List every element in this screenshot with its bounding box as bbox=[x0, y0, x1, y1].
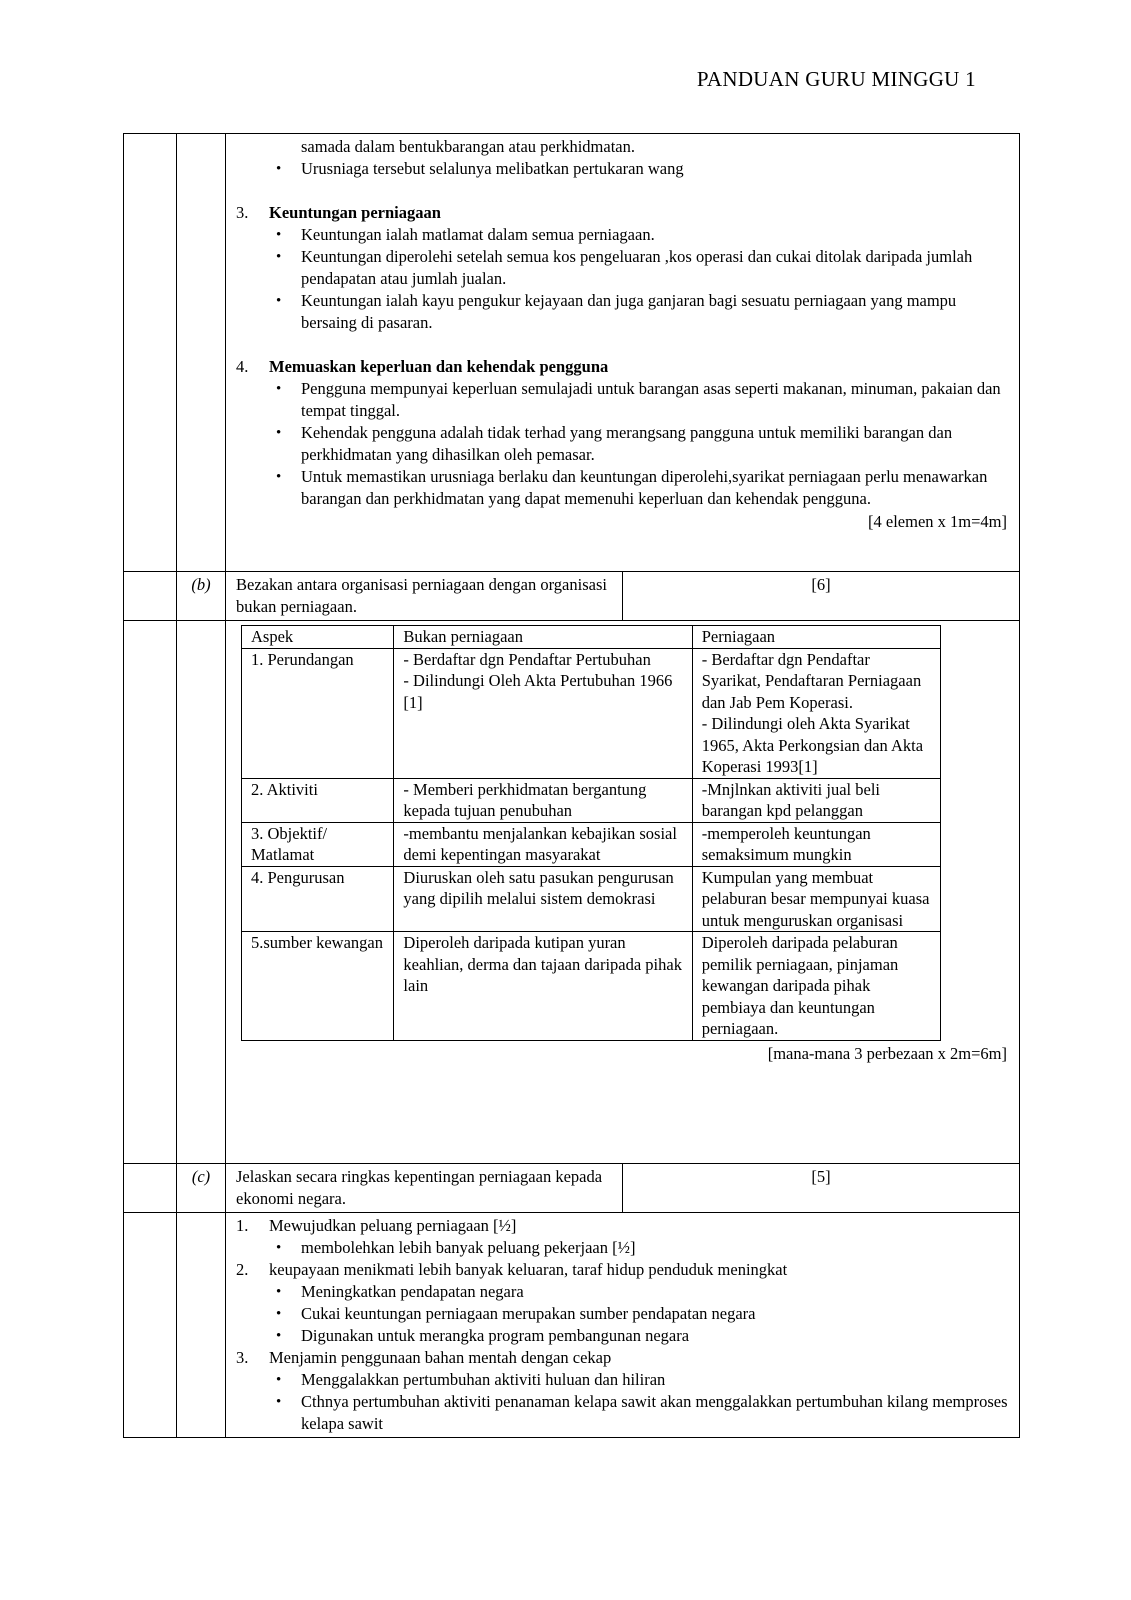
point-number: 3. bbox=[236, 1348, 249, 1367]
list-item: • Cthnya pertumbuhan aktiviti penanaman kelapa sawit akan menggalakkan pertumbuhan kilang memproses kelapa sawit bbox=[236, 1391, 1009, 1435]
intro-bullets bbox=[236, 158, 1009, 180]
table-row bbox=[242, 778, 941, 822]
point-number: 2. bbox=[236, 1260, 249, 1279]
table-cell: 3. Objektif/ Matlamat bbox=[242, 822, 394, 866]
marks-allocation: [4 elemen x 1m=4m] bbox=[868, 512, 1007, 531]
point-title: Keuntungan perniagaan bbox=[269, 203, 441, 222]
table-row bbox=[242, 866, 941, 932]
page-header: PANDUAN GURU MINGGU 1 bbox=[696, 67, 976, 91]
table-row bbox=[242, 648, 941, 778]
point-3 bbox=[236, 1347, 1009, 1369]
answer-b-row bbox=[124, 621, 1020, 1164]
question-text: Jelaskan secara ringkas kepentingan perniagaan kepada ekonomi negara. bbox=[236, 1167, 603, 1208]
table-cell: 1. Perundangan bbox=[242, 648, 394, 778]
list-item: • Meningkatkan pendapatan negara bbox=[236, 1281, 1009, 1303]
point-title: Mewujudkan peluang perniagaan [½] bbox=[269, 1216, 517, 1235]
table-cell: Diperoleh daripada kutipan yuran keahlian, derma dan tajaan daripada pihak lain bbox=[394, 932, 692, 1041]
table-cell: - Berdaftar dgn Pendaftar Syarikat, Pendaftaran Perniagaan dan Jab Pem Koperasi. - Dilindungi oleh Akta Syarikat 1965, Akta Perkongsian dan Akta Koperasi 1993[1] bbox=[692, 648, 940, 778]
column-header: Bukan perniagaan bbox=[394, 626, 692, 649]
question-marks: [6] bbox=[811, 575, 831, 594]
intro-line: samada dalam bentukbarangan atau perkhidmatan. bbox=[301, 137, 635, 156]
table-cell: Diuruskan oleh satu pasukan pengurusan yang dipilih melalui sistem demokrasi bbox=[394, 866, 692, 932]
table-cell: 4. Pengurusan bbox=[242, 866, 394, 932]
question-label: (b) bbox=[191, 575, 211, 594]
list-item: • membolehkan lebih banyak peluang pekerjaan [½] bbox=[236, 1237, 1009, 1259]
point-1 bbox=[236, 1215, 1009, 1237]
point-2 bbox=[236, 1259, 1009, 1281]
point-number: 4. bbox=[236, 357, 249, 376]
section-a-content bbox=[226, 134, 1020, 572]
list-item: • Keuntungan diperolehi setelah semua kos pengeluaran ,kos operasi dan cukai ditolak daripada jumlah pendapatan atau jumlah jualan. bbox=[236, 246, 1009, 290]
list-item: • Digunakan untuk merangka program pembangunan negara bbox=[236, 1325, 1009, 1347]
list-item: • Urusniaga tersebut selalunya melibatkan pertukaran wang bbox=[236, 158, 1009, 180]
answer-scheme-table bbox=[123, 133, 1020, 1438]
list-item: • Cukai keuntungan perniagaan merupakan sumber pendapatan negara bbox=[236, 1303, 1009, 1325]
point-title: keupayaan menikmati lebih banyak keluaran, taraf hidup penduduk meningkat bbox=[269, 1260, 788, 1279]
list-item: • Pengguna mempunyai keperluan semulajadi untuk barangan asas seperti makanan, minuman, pakaian dan tempat tinggal. bbox=[236, 378, 1009, 422]
column-header: Perniagaan bbox=[692, 626, 940, 649]
table-row bbox=[242, 822, 941, 866]
table-cell: - Berdaftar dgn Pendaftar Pertubuhan - Dilindungi Oleh Akta Pertubuhan 1966 [1] bbox=[394, 648, 692, 778]
table-cell: Kumpulan yang membuat pelaburan besar mempunyai kuasa untuk menguruskan organisasi bbox=[692, 866, 940, 932]
comparison-table bbox=[241, 625, 941, 1041]
table-cell: -Mnjlnkan aktiviti jual beli barangan kpd pelanggan bbox=[692, 778, 940, 822]
table-cell: -memperoleh keuntungan semaksimum mungkin bbox=[692, 822, 940, 866]
section-a-points bbox=[236, 202, 1009, 224]
point-title: Menjamin penggunaan bahan mentah dengan cekap bbox=[269, 1348, 612, 1367]
point-4 bbox=[236, 356, 1009, 378]
list-item: • Kehendak pengguna adalah tidak terhad yang merangsang pangguna untuk memiliki barangan dan perkhidmatan yang dihasilkan oleh pemasar. bbox=[236, 422, 1009, 466]
column-header: Aspek bbox=[242, 626, 394, 649]
question-marks: [5] bbox=[811, 1167, 831, 1186]
list-item: • Keuntungan ialah matlamat dalam semua perniagaan. bbox=[236, 224, 1009, 246]
list-item: • Menggalakkan pertumbuhan aktiviti huluan dan hiliran bbox=[236, 1369, 1009, 1391]
table-cell: 2. Aktiviti bbox=[242, 778, 394, 822]
answer-b-content bbox=[226, 621, 1020, 1164]
table-cell: Diperoleh daripada pelaburan pemilik perniagaan, pinjaman kewangan daripada pihak pembiaya dan keuntungan perniagaan. bbox=[692, 932, 940, 1041]
table-header-row bbox=[242, 626, 941, 649]
table-row bbox=[242, 932, 941, 1041]
table-cell: 5.sumber kewangan bbox=[242, 932, 394, 1041]
list-item: • Untuk memastikan urusniaga berlaku dan keuntungan diperolehi,syarikat perniagaan perlu menawarkan barangan dan perkhidmatan yang dapat memenuhi keperluan dan kehendak pengguna. bbox=[236, 466, 1009, 510]
point-number: 3. bbox=[236, 203, 249, 222]
question-text: Bezakan antara organisasi perniagaan dengan organisasi bukan perniagaan. bbox=[236, 575, 607, 616]
list-item: • Keuntungan ialah kayu pengukur kejayaan dan juga ganjaran bagi sesuatu perniagaan yang mampu bersaing di pasaran. bbox=[236, 290, 1009, 334]
question-c-row bbox=[124, 1164, 1020, 1213]
point-3 bbox=[236, 202, 1009, 224]
section-a-row bbox=[124, 134, 1020, 572]
answer-c-row bbox=[124, 1213, 1020, 1438]
question-label: (c) bbox=[191, 1167, 211, 1186]
table-cell: -membantu menjalankan kebajikan sosial demi kepentingan masyarakat bbox=[394, 822, 692, 866]
answer-c-content bbox=[226, 1213, 1020, 1438]
point-number: 1. bbox=[236, 1216, 249, 1235]
table-cell: - Memberi perkhidmatan bergantung kepada tujuan penubuhan bbox=[394, 778, 692, 822]
question-b-row bbox=[124, 572, 1020, 621]
marks-allocation: [mana-mana 3 perbezaan x 2m=6m] bbox=[767, 1043, 1007, 1063]
point-title: Memuaskan keperluan dan kehendak pengguna bbox=[269, 357, 609, 376]
